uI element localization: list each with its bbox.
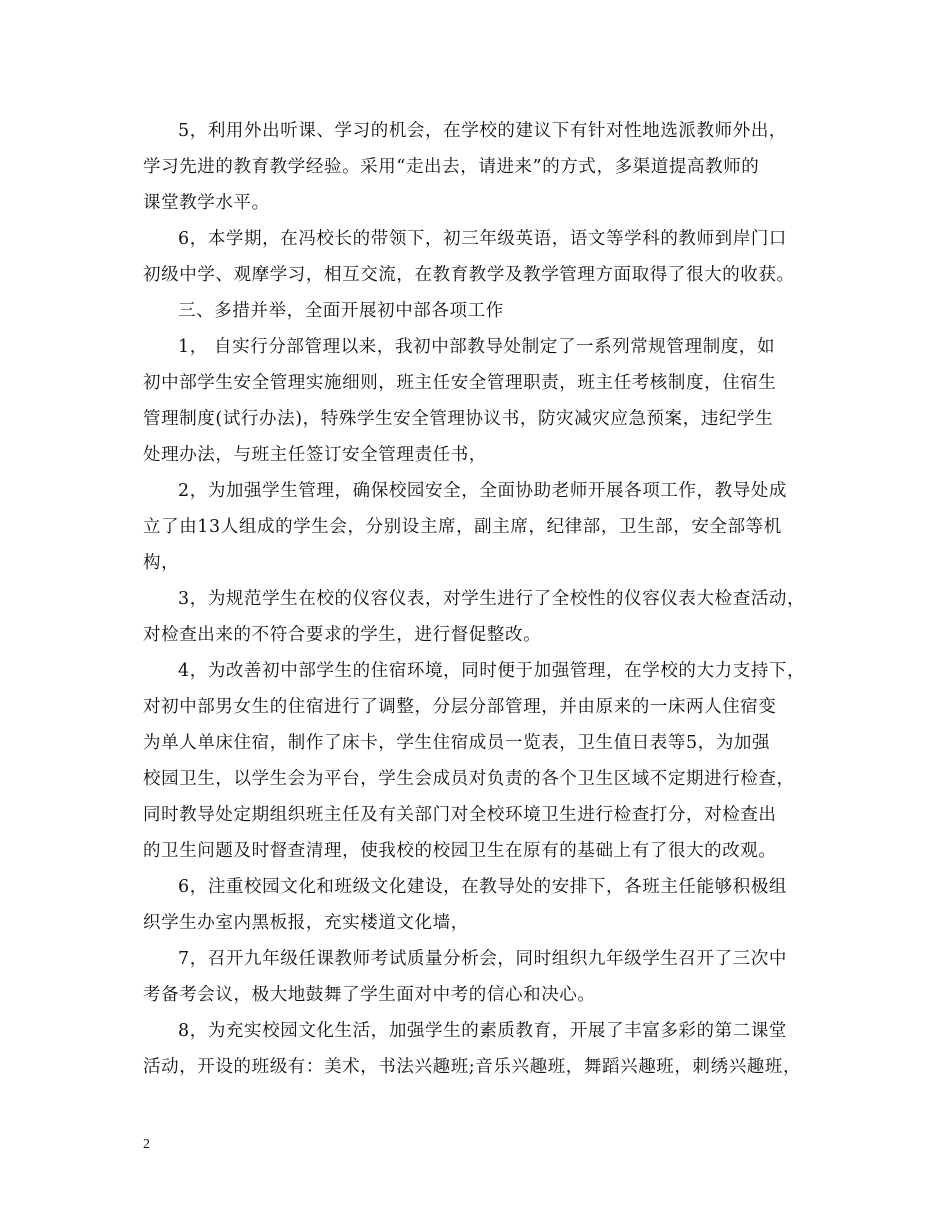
paragraph-line: 为单人单床住宿，制作了床卡，学生住宿成员一览表，卫生值日表等5，为加强 (143, 733, 771, 753)
paragraph-line: 对初中部男女生的住宿进行了调整，分层分部管理，并由原来的一床两人住宿变 (143, 697, 777, 717)
paragraph-line: 2，为加强学生管理，确保校园安全，全面协助老师开展各项工作，教导处成 (178, 481, 788, 501)
paragraph-line: 7，召开九年级任课教师考试质量分析会，同时组织九年级学生召开了三次中 (178, 949, 788, 969)
paragraph-line: 织学生办室内黑板报，充实楼道文化墙， (143, 913, 469, 933)
paragraph-line: 对检查出来的不符合要求的学生，进行督促整改。 (143, 625, 542, 645)
paragraph-line: 课堂教学水平。 (143, 193, 270, 213)
paragraph-line: 立了由13人组成的学生会，分别设主席，副主席，纪律部，卫生部，安全部等机 (143, 517, 782, 537)
paragraph-line: 5，利用外出听课、学习的机会，在学校的建议下有针对性地选派教师外出， (178, 121, 788, 141)
paragraph-line: 初级中学、观摩学习，相互交流，在教育教学及教学管理方面取得了很大的收获。 (143, 265, 795, 285)
paragraph-line: 6，本学期，在冯校长的带领下，初三年级英语，语文等学科的教师到岸门口 (178, 229, 788, 249)
paragraph-line: 8，为充实校园文化生活，加强学生的素质教育，开展了丰富多彩的第二课堂 (178, 1021, 788, 1041)
paragraph-line: 学习先进的教育教学经验。采用“走出去，请进来”的方式，多渠道提高教师的 (143, 157, 760, 177)
paragraph-line: 的卫生问题及时督查清理，使我校的校园卫生在原有的基础上有了很大的改观。 (143, 841, 777, 861)
paragraph-line: 初中部学生安全管理实施细则，班主任安全管理职责，班主任考核制度，住宿生 (143, 373, 777, 393)
paragraph-line: 1， 自实行分部管理以来，我初中部教导处制定了一系列常规管理制度，如 (178, 337, 776, 357)
paragraph-line: 处理办法，与班主任签订安全管理责任书， (143, 445, 487, 465)
section-heading: 三、多措并举，全面开展初中部各项工作 (178, 301, 504, 321)
paragraph-line: 管理制度(试行办法)，特殊学生安全管理协议书，防灾减灾应急预案，违纪学生 (143, 409, 774, 429)
paragraph-line: 3，为规范学生在校的仪容仪表，对学生进行了全校性的仪容仪表大检查活动， (178, 589, 806, 609)
paragraph-line: 活动，开设的班级有：美术，书法兴趣班;音乐兴趣班，舞蹈兴趣班，刺绣兴趣班， (143, 1057, 802, 1077)
paragraph-line: 校园卫生，以学生会为平台，学生会成员对负责的各个卫生区域不定期进行检查， (143, 769, 795, 789)
paragraph-line: 4，为改善初中部学生的住宿环境，同时便于加强管理，在学校的大力支持下， (178, 661, 806, 681)
paragraph-line: 考备考会议，极大地鼓舞了学生面对中考的信心和决心。 (143, 985, 596, 1005)
paragraph-line: 同时教导处定期组织班主任及有关部门对全校环境卫生进行检查打分，对检查出 (143, 805, 777, 825)
paragraph-line: 6，注重校园文化和班级文化建设，在教导处的安排下，各班主任能够积极组 (178, 877, 788, 897)
page-number: 2 (143, 1137, 150, 1152)
paragraph-line: 构， (143, 553, 180, 573)
